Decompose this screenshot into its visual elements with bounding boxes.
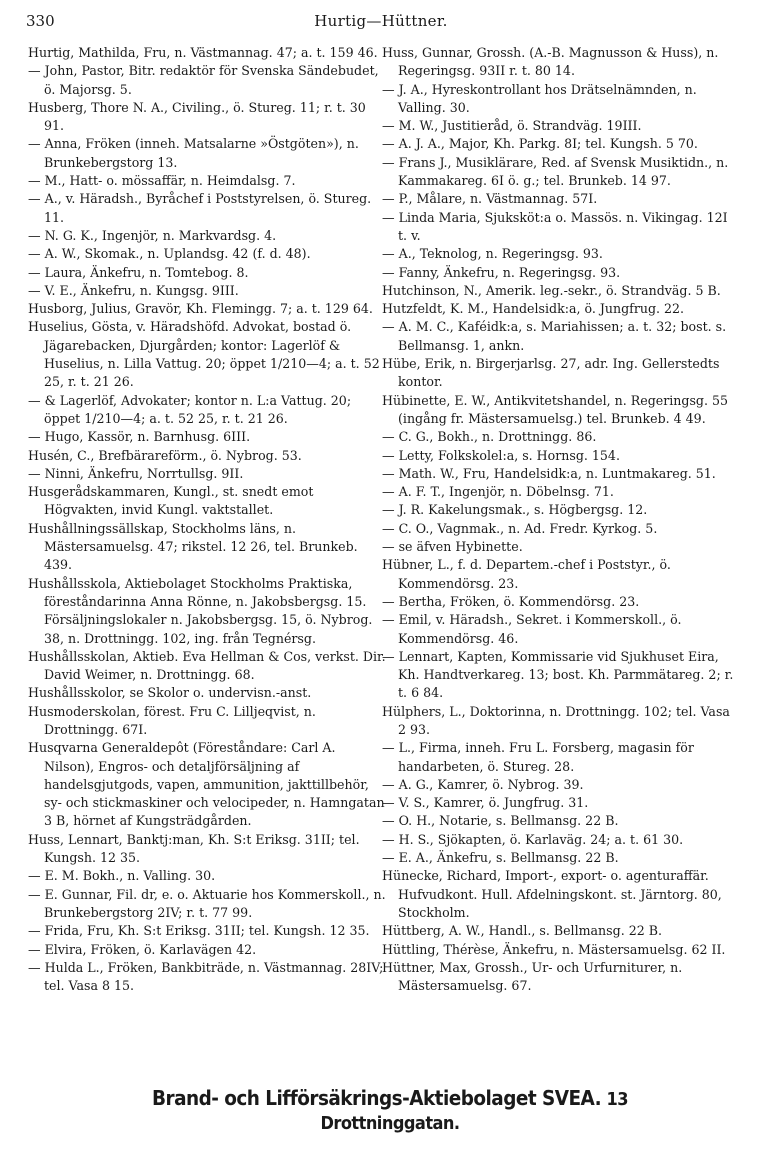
directory-entry: Hüttberg, A. W., Handl., s. Bellmansg. 22 B. [382,923,662,939]
directory-entry: Hushållsskolor, se Skolor o. undervisn.-anst. [28,685,312,701]
directory-entry: — Bertha, Fröken, ö. Kommendörsg. 23. [382,593,640,609]
directory-entry: Hübner, L., f. d. Departem.-chef i Poststyr., ö. Kommendörsg. 23. [382,557,671,591]
directory-entry: — A. F. T., Ingenjör, n. Döbelnsg. 71. [382,484,614,500]
directory-entry: — A. G., Kamrer, ö. Nybrog. 39. [382,776,584,792]
directory-entry: — Anna, Fröken (inneh. Matsalarne »Östgöten»), n. Brunkebergstorg 13. [28,136,359,170]
directory-entry: — Elvira, Fröken, ö. Karlavägen 42. [28,941,257,957]
directory-entry: — Hugo, Kassör, n. Barnhusg. 6III. [28,429,251,445]
directory-entry: Huselius, Gösta, v. Häradshöfd. Advokat, bostad ö. Jägarebacken, Djurgården; kontor: Lagerlöf & Huselius, n. Lilla Vattug. 20; öppet 1/210—4; a. t. 52 25, r. t. 21 26. [28,319,380,390]
directory-entry: Husborg, Julius, Gravör, Kh. Flemingg. 7; a. t. 129 64. [28,301,373,317]
directory-entry: — O. H., Notarie, s. Bellmansg. 22 B. [382,813,619,829]
directory-entry: — M. W., Justitieråd, ö. Strandväg. 19III. [382,118,642,134]
directory-entry: — Frans J., Musiklärare, Red. af Svensk Musiktidn., n. Kammakareg. 6I ö. g.; tel. Brunkeb. 14 97. [382,154,729,189]
directory-entry: — A. M. C., Kaféidk:a, s. Mariahissen; a. t. 32; bost. s. Bellmansg. 1, ankn. [382,319,727,353]
directory-entry: — Math. W., Fru, Handelsidk:a, n. Luntmakareg. 51. [382,465,716,481]
directory-entry: — A., v. Häradsh., Byråchef i Poststyrelsen, ö. Stureg. 11. [28,191,372,225]
directory-entry: — P., Målare, n. Västmannag. 57I. [382,191,598,207]
directory-entry: — Fanny, Änkefru, n. Regeringsg. 93. [382,264,621,280]
directory-entry: Husmoderskolan, förest. Fru C. Lilljeqvist, n. Drottningg. 67I. [28,703,316,737]
page-number: 330 [26,12,55,30]
directory-entry: — Letty, Folkskolel:a, s. Hornsg. 154. [382,447,620,463]
directory-entry: Husén, C., Brefbärareförm., ö. Nybrog. 53. [28,447,302,463]
running-head: Hurtig—Hüttner. [314,12,448,30]
directory-entry: Husgerådskammaren, Kungl., st. snedt emot Högvakten, invid Kungl. vaktstallet. [28,484,314,518]
directory-entry: Hülphers, L., Doktorinna, n. Drottningg. 102; tel. Vasa 2 93. [382,703,730,737]
directory-entry: — E. M. Bokh., n. Valling. 30. [28,868,216,884]
directory-entry: Hünecke, Richard, Import-, export- o. agenturaffär. Hufvudkont. Hull. Afdelningskont. st. Järntorg. 80, Stockholm. [382,868,722,920]
advert-address: 13 Drottninggatan. [320,1089,628,1134]
svea-advert [93,1086,687,1134]
advert-text: Brand- och Lifförsäkrings-Aktiebolaget SVEA. [152,1086,602,1110]
directory-entry: — Ninni, Änkefru, Norrtullsg. 9II. [28,465,244,481]
directory-entry: — Emil, v. Häradsh., Sekret. i Kommerskoll., ö. Kommendörsg. 46. [382,612,682,646]
directory-entry: — Frida, Fru, Kh. S:t Eriksg. 31II; tel. Kungsh. 12 35. [28,923,370,939]
directory-entry: — M., Hatt- o. mössaffär, n. Heimdalsg. 7. [28,173,296,189]
directory-entry: — V. S., Kamrer, ö. Jungfrug. 31. [382,795,589,811]
directory-entry: — A. W., Skomak., n. Uplandsg. 42 (f. d. 48). [28,246,311,262]
directory-entry: — L., Firma, inneh. Fru L. Forsberg, magasin för handarbeten, ö. Stureg. 28. [382,740,694,774]
directory-entry: Hüttling, Thérèse, Änkefru, n. Mästersamuelsg. 62 II. [382,941,726,957]
directory-entry: — A., Teknolog, n. Regeringsg. 93. [382,246,603,262]
directory-entry: Hushållsskolan, Aktieb. Eva Hellman & Cos, verkst. Dir. David Weimer, n. Drottningg. 68. [28,648,386,683]
directory-entry: — J. R. Kakelungsmak., s. Högbergsg. 12. [382,502,648,518]
directory-entry: Hübe, Erik, n. Birgerjarlsg. 27, adr. Ing. Gellerstedts kontor. [382,356,720,390]
directory-entry: — Linda Maria, Sjuksköt:a o. Massös. n. Vikingag. 12I t. v. [382,209,728,243]
directory-entry: — H. S., Sjökapten, ö. Karlaväg. 24; a. t. 61 30. [382,831,684,847]
directory-entry: — J. A., Hyreskontrollant hos Drätselnämnden, n. Valling. 30. [382,81,697,115]
directory-entry: — se äfven Hybinette. [382,539,523,555]
directory-entry: — C. O., Vagnmak., n. Ad. Fredr. Kyrkog. 5. [382,520,658,536]
directory-entry: — John, Pastor, Bitr. redaktör för Svenska Sändebudet, ö. Majorsg. 5. [28,63,379,97]
directory-entry: Hüttner, Max, Grossh., Ur- och Urfurniturer, n. Mästersamuelsg. 67. [382,959,683,994]
directory-entry: — E. Gunnar, Fil. dr, e. o. Aktuarie hos Kommerskoll., n. Brunkebergstorg 2IV; r. t. 77 99. [28,886,386,920]
directory-entry: Husqvarna Generaldepôt (Föreståndare: Carl A. Nilson), Engros- och detaljförsäljning af handelsgjutgods, vapen, ammunition, jakttillbehör, sy- och stickmaskiner och velocipeder, n. Hamngatan 3 B, hörnet af Kungsträdgården. [28,740,385,829]
directory-entry: Hutchinson, N., Amerik. leg.-sekr., ö. Strandväg. 5 B. [382,282,721,298]
page-header [26,12,736,34]
directory-entry: — Lennart, Kapten, Kommissarie vid Sjukhuset Eira, Kh. Handtverkareg. 13; bost. Kh. Parmmätareg. 2; r. t. 6 84. [382,648,734,701]
directory-entry: — A. J. A., Major, Kh. Parkg. 8I; tel. Kungsh. 5 70. [382,136,698,152]
right-column [382,44,740,995]
directory-entry: Hutzfeldt, K. M., Handelsidk:a, ö. Jungfrug. 22. [382,301,685,317]
directory-entry: Husberg, Thore N. A., Civiling., ö. Stureg. 11; r. t. 30 91. [28,99,366,134]
directory-entry: — Laura, Änkefru, n. Tomtebog. 8. [28,264,249,280]
directory-entry: — & Lagerlöf, Advokater; kontor n. L:a Vattug. 20; öppet 1/210—4; a. t. 52 25, r. t. 21 26. [28,392,352,426]
directory-entry: — V. E., Änkefru, n. Kungsg. 9III. [28,282,239,298]
directory-entry: — C. G., Bokh., n. Drottningg. 86. [382,429,597,445]
left-column [28,44,386,995]
directory-entry: Huss, Gunnar, Grossh. (A.-B. Magnusson & Huss), n. Regeringsg. 93II r. t. 80 14. [382,45,719,79]
directory-entry: Hushållsskola, Aktiebolaget Stockholms Praktiska, föreståndarinna Anna Rönne, n. Jakobsbergsg. 15. Försäljningslokaler n. Jakobsbergsg. 15, ö. Nybrog. 38, n. Drottningg. 102, ing. från Tegnérsg. [28,575,373,646]
directory-entry: — Hulda L., Fröken, Bankbiträde, n. Västmannag. 28IV; tel. Vasa 8 15. [28,959,384,994]
directory-entry: Hushållningssällskap, Stockholms läns, n. Mästersamuelsg. 47; rikstel. 12 26, tel. Brunkeb. 439. [28,520,358,573]
directory-entry: Huss, Lennart, Banktj:man, Kh. S:t Eriksg. 31II; tel. Kungsh. 12 35. [28,831,360,866]
directory-entry: — E. A., Änkefru, s. Bellmansg. 22 B. [382,850,619,866]
directory-entry: Hurtig, Mathilda, Fru, n. Västmannag. 47; a. t. 159 46. [28,45,378,60]
directory-entry: — N. G. K., Ingenjör, n. Markvardsg. 4. [28,227,277,243]
directory-entry: Hübinette, E. W., Antikvitetshandel, n. Regeringsg. 55 (ingång fr. Mästersamuelsg.) tel. Brunkeb. 4 49. [382,392,729,426]
